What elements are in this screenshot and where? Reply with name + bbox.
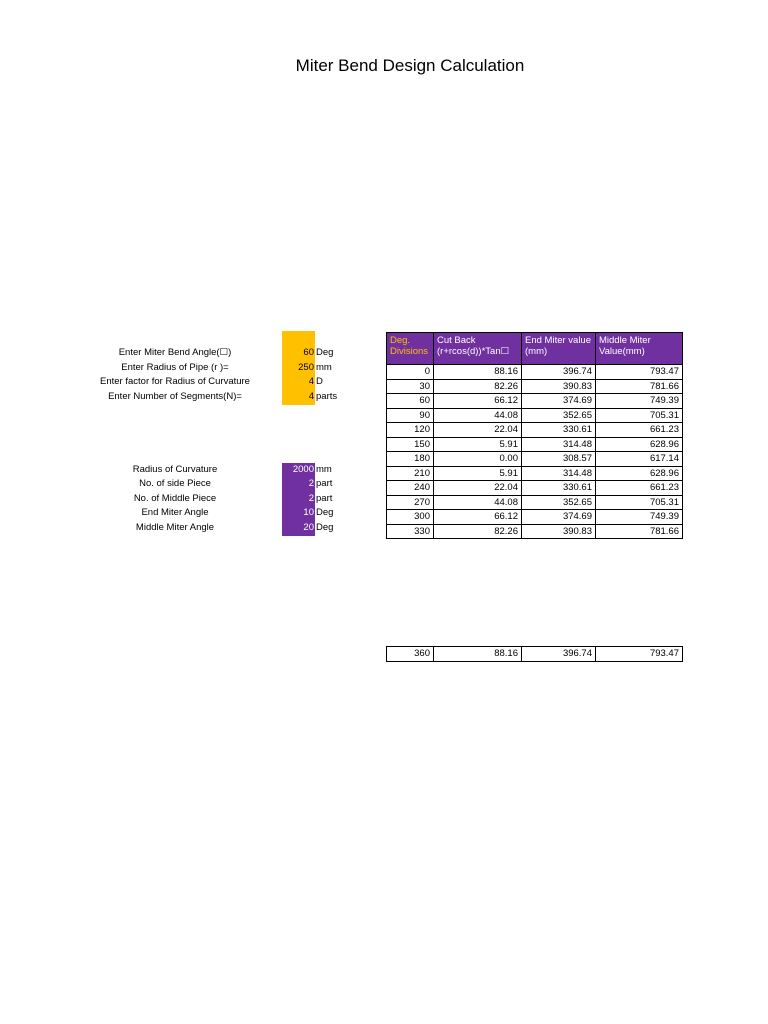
cell-middle-miter: 661.23 [596, 423, 683, 438]
cell-deg: 90 [387, 408, 434, 423]
page-title: Miter Bend Design Calculation [295, 56, 525, 75]
result-unit: mm [316, 464, 332, 475]
result-unit: Deg [316, 522, 334, 533]
table-row [387, 452, 683, 467]
result-unit: Deg [316, 507, 334, 518]
cell-cut-back: 88.16 [434, 365, 522, 380]
cell-deg: 180 [387, 452, 434, 467]
header-deg-divisions: Deg. Divisions [387, 333, 434, 365]
result-label: Radius of Curvature [132, 464, 218, 475]
result-value: 2 [308, 493, 314, 504]
table-row [387, 423, 683, 438]
input-value[interactable]: 60 [303, 347, 314, 358]
cell-deg: 300 [387, 510, 434, 525]
result-label: End Miter Angle [141, 507, 209, 518]
cell-middle-miter: 793.47 [596, 365, 683, 380]
cell-cut-back: 22.04 [434, 423, 522, 438]
cell-deg: 30 [387, 379, 434, 394]
input-value[interactable]: 250 [298, 362, 314, 373]
table-row [387, 408, 683, 423]
cell-cut-back: 5.91 [434, 466, 522, 481]
cell-cut-back: 44.08 [434, 495, 522, 510]
cell-cut-back: 22.04 [434, 481, 522, 496]
input-label: Enter Number of Segments(N)= [108, 391, 242, 402]
table-row [387, 466, 683, 481]
cell-middle-miter: 749.39 [596, 394, 683, 409]
cell-end-miter: 390.83 [522, 524, 596, 539]
cell-cut-back: 0.00 [434, 452, 522, 467]
cell-end-miter: 374.69 [522, 510, 596, 525]
cell-middle-miter: 617.14 [596, 452, 683, 467]
cell-cut-back: 44.08 [434, 408, 522, 423]
table-header-row [387, 333, 683, 365]
cell-cut-back: 82.26 [434, 524, 522, 539]
result-unit: part [316, 493, 333, 504]
result-value: 2000 [292, 464, 314, 475]
final-row-table [386, 646, 683, 662]
cell-middle-miter: 781.66 [596, 524, 683, 539]
cell-end-miter: 314.48 [522, 437, 596, 452]
header-cut-back: Cut Back (r+rcos(d))*Tan☐ [434, 333, 522, 365]
table-row [387, 394, 683, 409]
input-label: Enter Radius of Pipe (r )= [121, 362, 229, 373]
cell-middle-miter: 661.23 [596, 481, 683, 496]
table-row [387, 524, 683, 539]
result-unit: part [316, 478, 333, 489]
header-end-miter: End Miter value (mm) [522, 333, 596, 365]
cell-end-miter: 314.48 [522, 466, 596, 481]
cell-cut-back: 66.12 [434, 394, 522, 409]
cell-end-miter: 352.65 [522, 408, 596, 423]
table-row [387, 495, 683, 510]
cell-cut-back: 66.12 [434, 510, 522, 525]
cell-middle-miter: 628.96 [596, 466, 683, 481]
cell-end-miter: 396.74 [522, 365, 596, 380]
cell-deg: 150 [387, 437, 434, 452]
header-middle-miter: Middle Miter Value(mm) [596, 333, 683, 365]
cell-deg: 330 [387, 524, 434, 539]
cell-end-miter: 352.65 [522, 495, 596, 510]
cell-deg: 360 [387, 647, 434, 662]
table-row [387, 437, 683, 452]
cell-end-miter: 396.74 [522, 647, 596, 662]
table-row [387, 647, 683, 662]
input-unit: Deg [316, 347, 334, 358]
result-value: 20 [303, 522, 314, 533]
cell-deg: 270 [387, 495, 434, 510]
cell-end-miter: 308.57 [522, 452, 596, 467]
cell-deg: 0 [387, 365, 434, 380]
table-row [387, 510, 683, 525]
cell-deg: 60 [387, 394, 434, 409]
cell-cut-back: 88.16 [434, 647, 522, 662]
table-row [387, 379, 683, 394]
cell-deg: 120 [387, 423, 434, 438]
input-unit: parts [316, 391, 338, 402]
cell-middle-miter: 749.39 [596, 510, 683, 525]
result-label: Middle Miter Angle [135, 522, 215, 533]
input-unit: mm [316, 362, 332, 373]
cell-end-miter: 330.61 [522, 481, 596, 496]
input-value[interactable]: 4 [308, 391, 314, 402]
cell-deg: 240 [387, 481, 434, 496]
cell-middle-miter: 705.31 [596, 495, 683, 510]
result-value: 2 [308, 478, 314, 489]
miter-table [386, 332, 683, 539]
result-value: 10 [303, 507, 314, 518]
table-row [387, 481, 683, 496]
cell-deg: 210 [387, 466, 434, 481]
cell-end-miter: 390.83 [522, 379, 596, 394]
result-label: No. of Middle Piece [133, 493, 217, 504]
input-value[interactable]: 4 [308, 376, 314, 387]
cell-middle-miter: 781.66 [596, 379, 683, 394]
input-unit: D [316, 376, 323, 387]
cell-middle-miter: 628.96 [596, 437, 683, 452]
input-label: Enter factor for Radius of Curvature [100, 376, 250, 387]
cell-middle-miter: 705.31 [596, 408, 683, 423]
table-row [387, 365, 683, 380]
input-label: Enter Miter Bend Angle(☐) [118, 347, 232, 358]
result-label: No. of side Piece [139, 478, 211, 489]
cell-middle-miter: 793.47 [596, 647, 683, 662]
cell-end-miter: 330.61 [522, 423, 596, 438]
cell-end-miter: 374.69 [522, 394, 596, 409]
cell-cut-back: 5.91 [434, 437, 522, 452]
cell-cut-back: 82.26 [434, 379, 522, 394]
